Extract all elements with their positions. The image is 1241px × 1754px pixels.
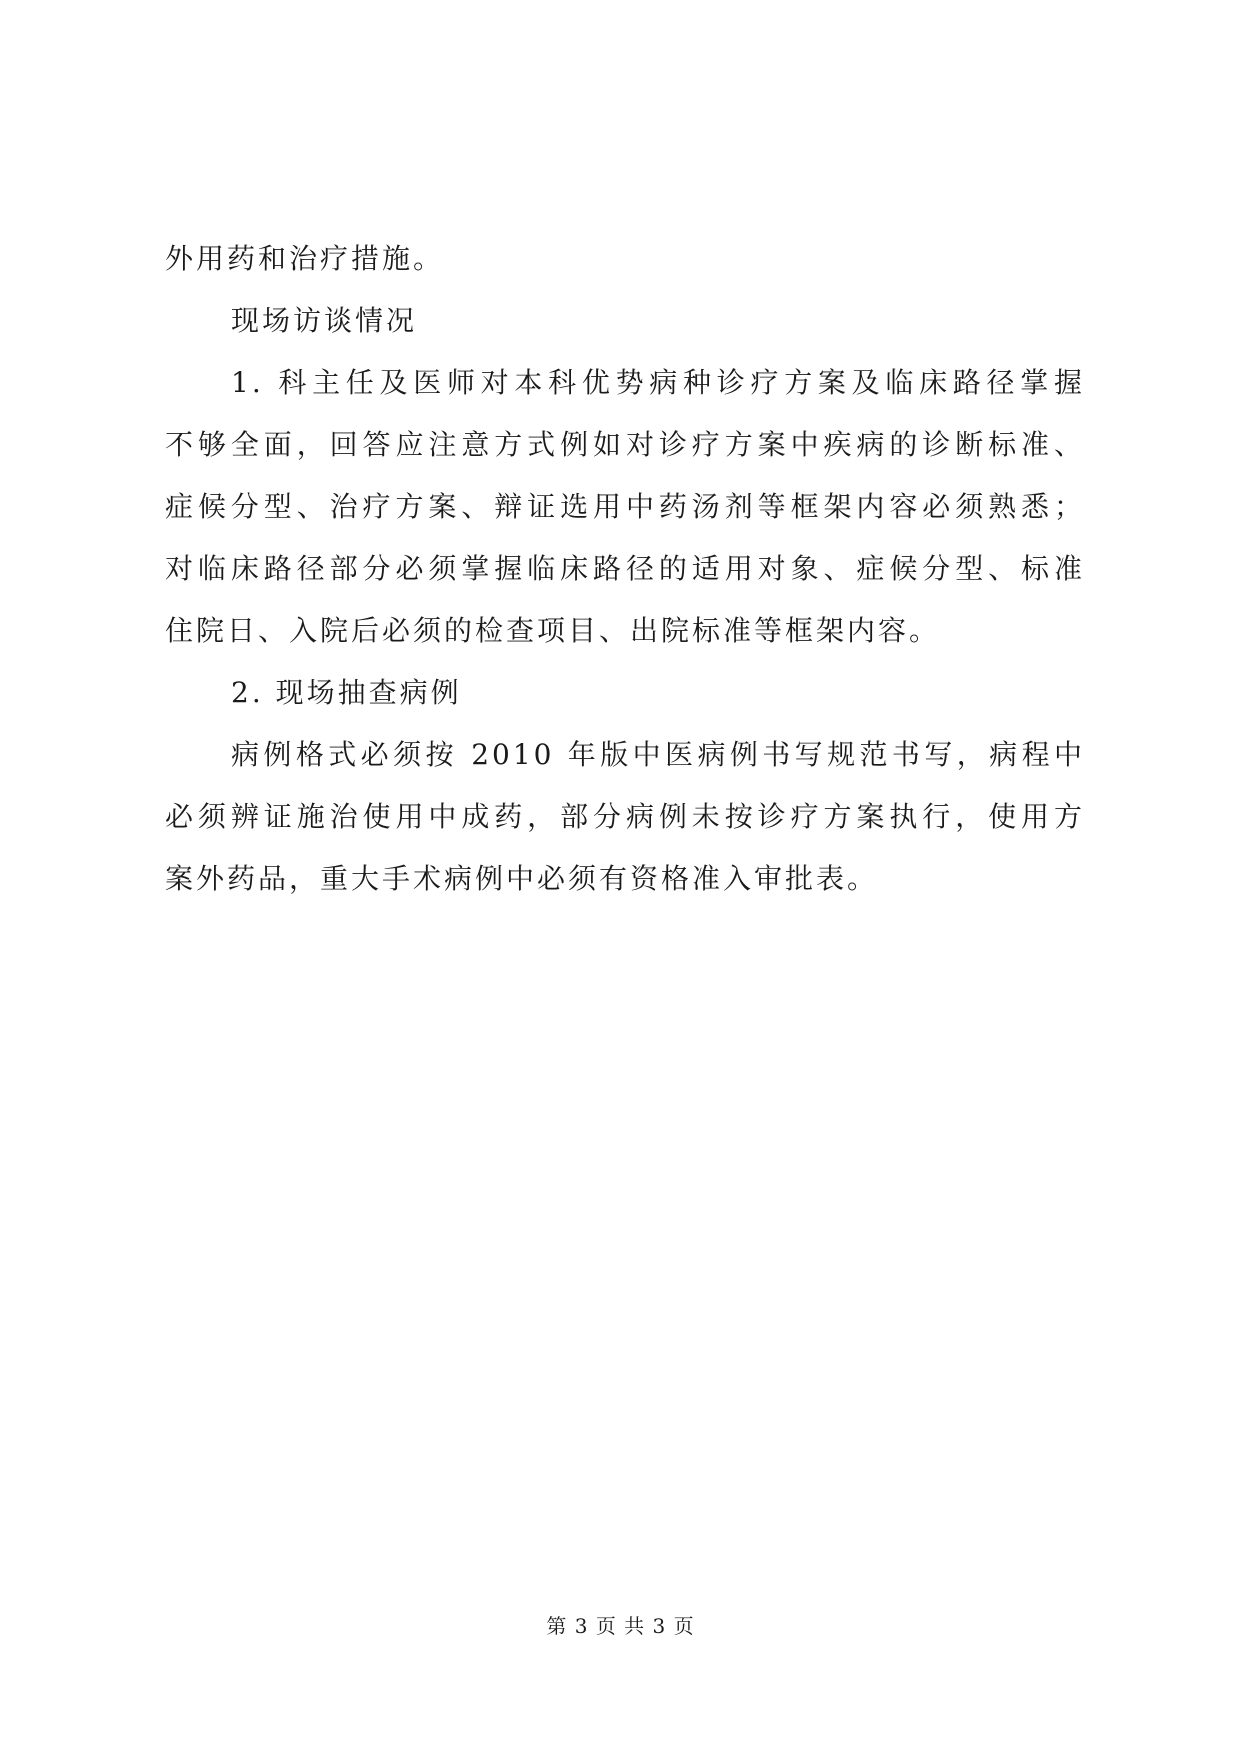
body-line: 对临床路径部分必须掌握临床路径的适用对象、症候分型、标准: [165, 552, 1085, 585]
body-line: 症候分型、治疗方案、辩证选用中药汤剂等框架内容必须熟悉；: [165, 490, 1085, 523]
body-line: 必须辨证施治使用中成药，部分病例未按诊疗方案执行，使用方: [165, 800, 1085, 833]
body-line: 不够全面，回答应注意方式例如对诊疗方案中疾病的诊断标准、: [165, 428, 1085, 461]
body-line: 病例格式必须按 2010 年版中医病例书写规范书写，病程中: [231, 738, 1085, 771]
page-number-footer: 第 3 页 共 3 页: [546, 1614, 695, 1638]
body-line: 外用药和治疗措施。: [165, 242, 445, 275]
body-line: 1. 科主任及医师对本科优势病种诊疗方案及临床路径掌握: [231, 366, 1085, 399]
section-heading: 现场访谈情况: [231, 304, 418, 337]
body-line: 住院日、入院后必须的检查项目、出院标准等框架内容。: [165, 614, 941, 647]
document-body: [165, 228, 1085, 910]
section-heading: 2. 现场抽查病例: [231, 676, 462, 709]
body-line: 案外药品，重大手术病例中必须有资格准入审批表。: [165, 862, 879, 895]
